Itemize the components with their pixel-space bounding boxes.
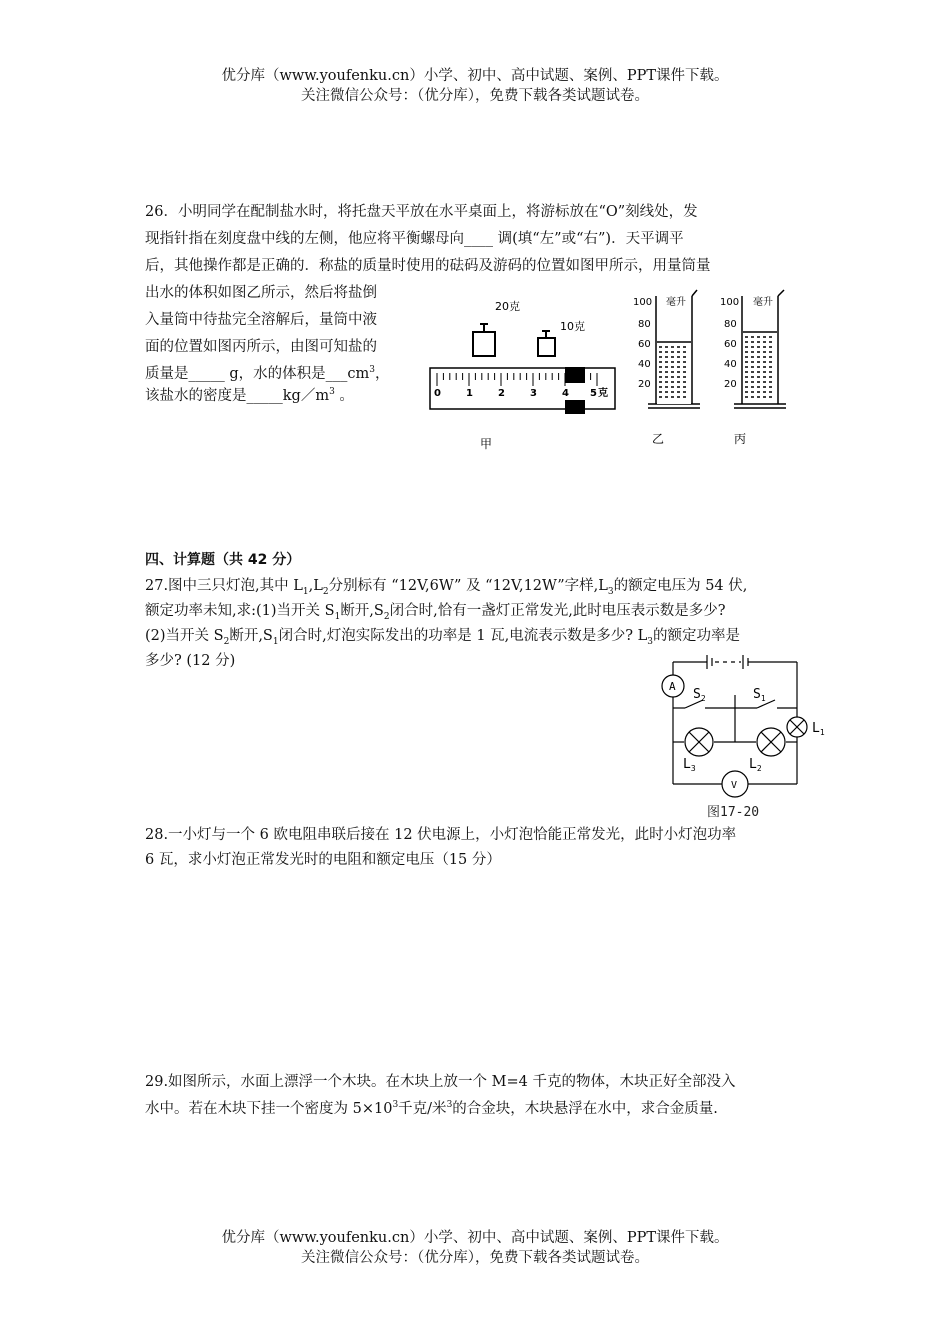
- q26-line-4: 出水的体积如图乙所示，然后将盐倒: [145, 285, 377, 301]
- caption-bing: 丙: [734, 432, 747, 446]
- q29-line-2: [145, 1096, 718, 1123]
- q26-line-2: 现指针指在刻度盘中线的左侧，他应将平衡螺母向____ 调(填“左”或“右”)．天平调平: [145, 231, 684, 247]
- ammeter-label: A: [669, 680, 676, 693]
- footer-line-1: 优分库（www.youfenku.cn）小学、初中、高中试题、案例、PPT课件下载。: [221, 1230, 729, 1246]
- q27-l2-b: 断开,S: [340, 603, 384, 619]
- scale-unit: 克: [598, 388, 608, 399]
- q27-l1-s1: 1: [302, 586, 309, 597]
- q26-line-8: [145, 383, 354, 410]
- bing-unit: 毫升: [753, 297, 773, 308]
- q29-l2-c: 的合金块，木块悬浮在水中，求合金质量.: [452, 1101, 718, 1117]
- q26-line-7-end: ，: [375, 366, 390, 382]
- switch-s1-label: [753, 687, 766, 703]
- q28-line-2: 6 瓦，求小灯泡正常发光时的电阻和额定电压（15 分）: [145, 852, 501, 868]
- switch-s2-label: [693, 687, 706, 703]
- q26-line-5: 入量筒中待盐完全溶解后，量筒中液: [145, 312, 377, 328]
- yi-tick-80: 80: [638, 319, 651, 330]
- lamp-l3-label: [683, 757, 696, 773]
- weight-20g-label: 20克: [495, 300, 520, 313]
- q27-l3-s2: 1: [272, 636, 279, 647]
- yi-tick-20: 20: [638, 379, 651, 390]
- q27-l2-s1: 1: [334, 611, 341, 622]
- bing-tick-80: 80: [724, 319, 737, 330]
- scale-label-3: 3: [530, 388, 537, 399]
- yi-tick-100: 100: [633, 297, 653, 308]
- bing-tick-20: 20: [724, 379, 737, 390]
- bing-tick-60: 60: [724, 339, 737, 350]
- switch-s1-sub: 1: [760, 694, 766, 703]
- q26-line-8-text: 该盐水的密度是_____kg／m: [145, 388, 330, 404]
- circuit-caption: 图17-20: [707, 805, 760, 820]
- q27-l3-b: 断开,S: [229, 628, 273, 644]
- q27-l3-s3: 3: [647, 636, 654, 647]
- scale-label-2: 2: [498, 388, 505, 399]
- q27-l1-s2: 2: [322, 586, 329, 597]
- bing-tick-40: 40: [724, 359, 737, 370]
- q26-line-7-text: 质量是_____ g，水的体积是___cm: [145, 366, 370, 382]
- voltmeter-label: V: [731, 780, 738, 791]
- q29-l2-a: 水中。若在木块下挂一个密度为 5×10: [145, 1101, 393, 1117]
- q27-l1-d: 的额定电压为 54 伏,: [613, 578, 748, 594]
- q29-l2-sup2: 3: [446, 1100, 453, 1111]
- scale-label-5: 5: [590, 388, 597, 399]
- q27-l2-c: 闭合时,恰有一盏灯正常发光,此时电压表示数是多少?: [389, 603, 726, 619]
- scale-label-0: 0: [434, 388, 441, 399]
- figure-cylinder-bing: [718, 288, 800, 453]
- scale-label-4: 4: [562, 388, 569, 399]
- switch-s2-sub: 2: [700, 694, 706, 703]
- q27-l1-a: 27.图中三只灯泡,其中 L: [145, 578, 303, 594]
- switch-s1-letter: S: [753, 687, 761, 702]
- q29-l2-b: 千克/米: [398, 1101, 447, 1117]
- q27-l3-s1: 2: [223, 636, 230, 647]
- figure-cylinder-yi: [630, 288, 710, 453]
- q27-l1-c: 分别标有 “12V,6W” 及 “12V,12W”字样,L: [328, 578, 608, 594]
- q27-line-4: 多少? (12 分): [145, 653, 236, 669]
- rider-scale: [430, 367, 615, 414]
- q27-l1-s3: 3: [607, 586, 614, 597]
- footer-line-2: 关注微信公众号：（优分库），免费下载各类试题试卷。: [301, 1250, 649, 1266]
- yi-tick-60: 60: [638, 339, 651, 350]
- lamp-l3-sub: 3: [690, 764, 696, 773]
- q27-l3-a: (2)当开关 S: [145, 628, 224, 644]
- q27-line-2: [145, 598, 726, 625]
- caption-jia: 甲: [480, 437, 493, 451]
- rider-bottom: [565, 400, 585, 414]
- lamp-l1-label: [812, 721, 825, 737]
- yi-tick-40: 40: [638, 359, 651, 370]
- q26-line-8-sup: 3: [329, 387, 335, 398]
- q26-line-1: 26．小明同学在配制盐水时，将托盘天平放在水平桌面上，将游标放在“O”刻线处，发: [145, 204, 698, 220]
- figure-balance-weights: [425, 290, 625, 455]
- q28-line-1: 28.一小灯与一个 6 欧电阻串联后接在 12 伏电源上，小灯泡恰能正常发光，此时小灯泡功率: [145, 827, 737, 843]
- q29-line-1: 29.如图所示，水面上漂浮一个木块。在木块上放一个 M=4 千克的物体，木块正好全部没入: [145, 1074, 736, 1090]
- caption-yi: 乙: [652, 432, 665, 446]
- q27-line-3: [145, 623, 740, 650]
- q26-line-7-sup: 3: [369, 365, 375, 376]
- lamp-l3-letter: L: [683, 757, 691, 772]
- lamp-l2-sub: 2: [756, 764, 762, 773]
- weight-10g: [538, 331, 555, 356]
- switch-s2-letter: S: [693, 687, 701, 702]
- q27-l2-a: 额定功率未知,求:(1)当开关 S: [145, 603, 335, 619]
- rider: [565, 367, 585, 383]
- lamp-l2-letter: L: [749, 757, 757, 772]
- q27-l2-s2: 2: [383, 611, 390, 622]
- q26-line-8-end: 。: [334, 388, 354, 404]
- q27-l3-d: 的额定功率是: [653, 628, 741, 644]
- lamp-l1-sub: 1: [819, 728, 825, 737]
- lamp-l2-label: [749, 757, 762, 773]
- q29-l2-sup1: 3: [392, 1100, 399, 1111]
- q26-line-6: 面的位置如图丙所示，由图可知盐的: [145, 339, 377, 355]
- q27-l1-b: ,L: [308, 578, 323, 594]
- header-line-1: 优分库（www.youfenku.cn）小学、初中、高中试题、案例、PPT课件下载。: [221, 68, 729, 84]
- q26-line-3: 后，其他操作都是正确的．称盐的质量时使用的砝码及游码的位置如图甲所示，用量筒量: [145, 258, 711, 274]
- figure-circuit: [655, 650, 845, 822]
- section-4-title: 四、计算题（共 42 分）: [145, 552, 301, 568]
- header-line-2: 关注微信公众号：（优分库），免费下载各类试题试卷。: [301, 88, 649, 104]
- yi-unit: 毫升: [666, 297, 686, 308]
- lamp-l1-letter: L: [812, 721, 820, 736]
- weight-10g-label: 10克: [560, 320, 585, 333]
- q27-line-1: [145, 573, 747, 600]
- weight-20g: [473, 324, 495, 356]
- q27-l3-c: 闭合时,灯泡实际发出的功率是 1 瓦,电流表示数是多少? L: [278, 628, 648, 644]
- bing-tick-100: 100: [720, 297, 740, 308]
- scale-label-1: 1: [466, 388, 473, 399]
